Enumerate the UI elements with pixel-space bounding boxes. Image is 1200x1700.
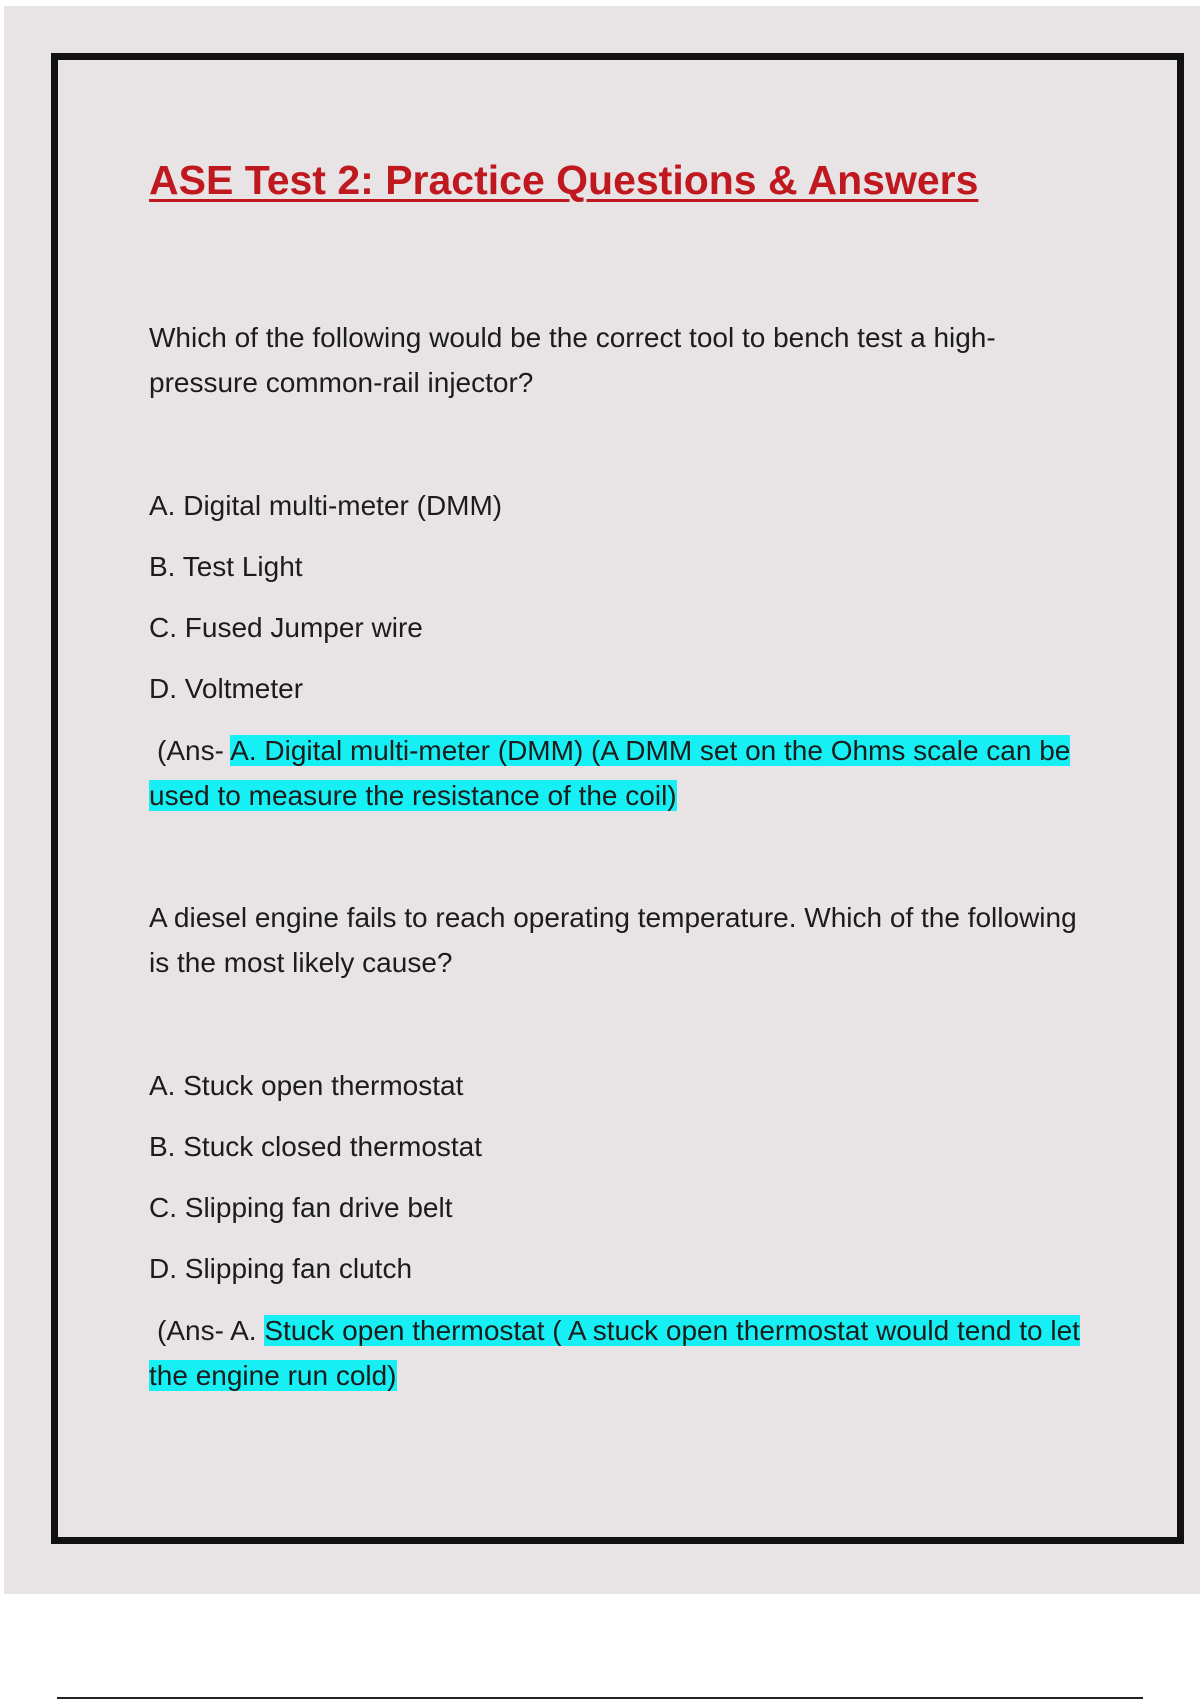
question-1-option-a: A. Digital multi-meter (DMM): [149, 490, 503, 521]
question-2-answer-prefix: (Ans- A.: [157, 1315, 265, 1346]
document-title: ASE Test 2: Practice Questions & Answers: [149, 157, 979, 203]
question-1: [149, 315, 1089, 405]
question-1-answer-highlight: A. Digital multi-meter (DMM) (A DMM set on the Ohms scale can be used to measure the resistance of the coil): [149, 735, 1071, 811]
question-2: [149, 895, 1089, 985]
question-2-answer-highlight: Stuck open thermostat ( A stuck open thermostat would tend to let the engine run cold): [149, 1315, 1080, 1391]
question-1-answer: [149, 728, 1089, 818]
footer-divider: [57, 1697, 1143, 1699]
question-2-option-c: C. Slipping fan drive belt: [149, 1192, 453, 1223]
question-2-answer: [149, 1308, 1089, 1398]
question-1-option-d: D. Voltmeter: [149, 673, 304, 704]
question-1-text: Which of the following would be the correct tool to bench test a high-pressure common-rail injector?: [149, 322, 996, 398]
question-1-answer-prefix: (Ans-: [157, 735, 231, 766]
question-2-option-a: A. Stuck open thermostat: [149, 1070, 464, 1101]
question-1-option-c: C. Fused Jumper wire: [149, 612, 423, 643]
question-2-text: A diesel engine fails to reach operating temperature. Which of the following is the most likely cause?: [149, 902, 1077, 978]
question-2-option-b: B. Stuck closed thermostat: [149, 1131, 483, 1162]
question-2-option-d: D. Slipping fan clutch: [149, 1253, 413, 1284]
question-1-option-b: B. Test Light: [149, 551, 303, 582]
